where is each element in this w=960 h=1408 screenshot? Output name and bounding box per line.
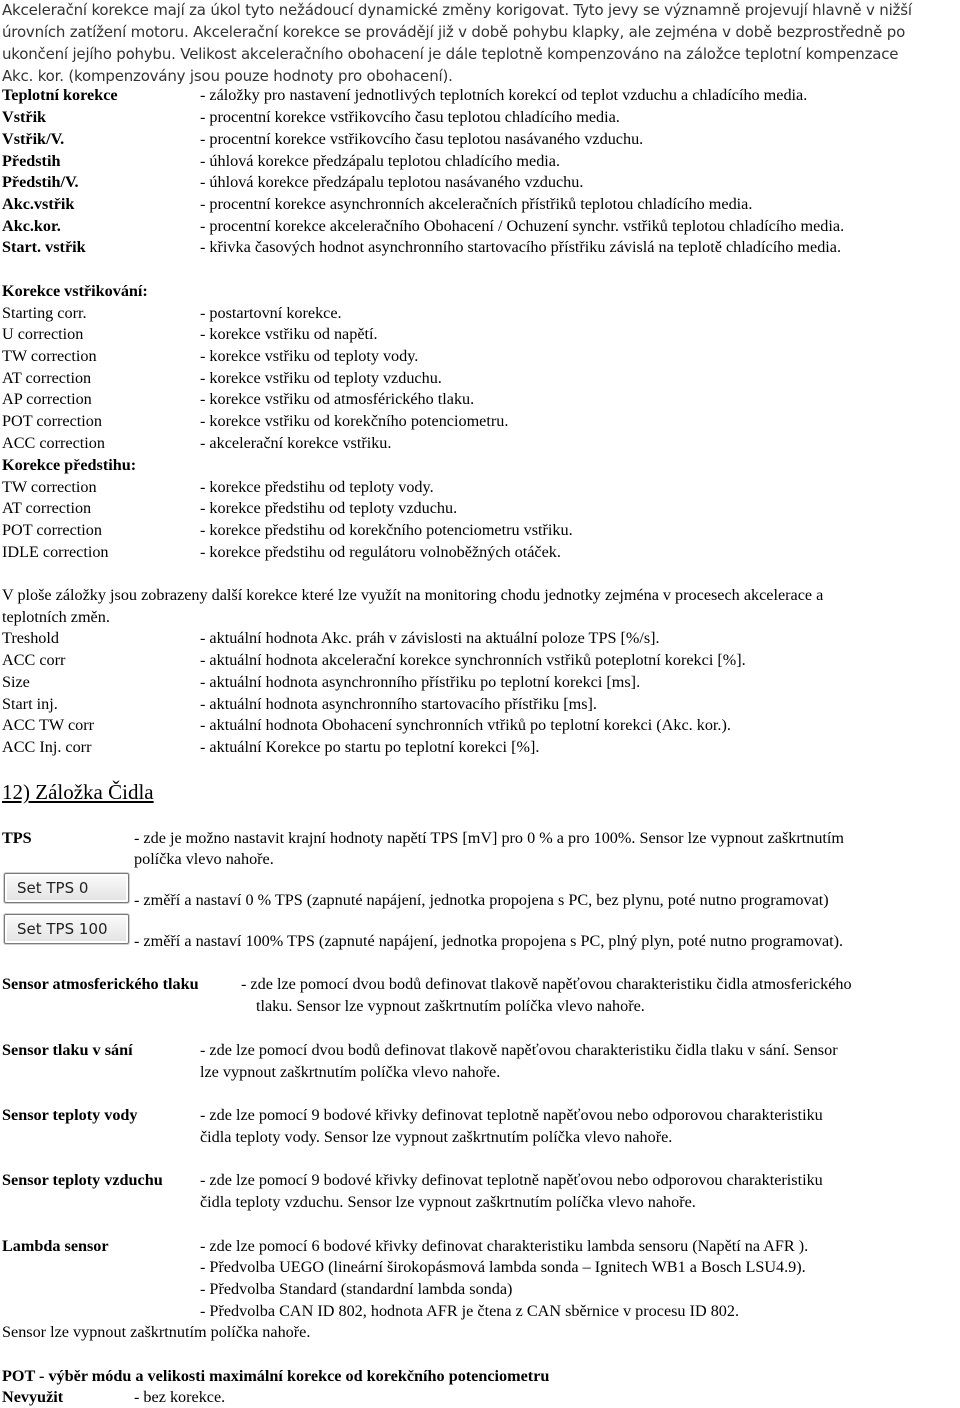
set-tps-100-desc: - změří a nastaví 100% TPS (zapnuté napájení, jednotka propojena s PC, plný plyn, poté nutno programovat). [134,932,844,950]
temp-tab-label: Teplotní korekce [2,86,118,104]
temp-tab-desc: - křivka časových hodnot asynchronního startovacího přístřiku závislá na teplotě chladícího media. [200,238,842,256]
temp-tab-desc: - úhlová korekce předzápalu teplotou nasávaného vzduchu. [200,173,584,191]
intake-sensor-desc-line: - zde lze pomocí dvou bodů definovat tlakově napěťovou charakteristiku čidla tlaku v sání. Sensor [200,1041,838,1059]
injection-label: TW correction [2,347,97,365]
intro-line: úrovních zatížení motoru. Akcelerační korekce se provádějí již v době pohybu klapky, ale zejména v době bezprostředně po [2,23,906,41]
temp-tab-label: Předstih/V. [2,173,79,191]
intro-line: ukončení jejího pohybu. Velikost akceleračního obohacení je dále teplotně kompenzováno na záložce teplotní kompenzace [2,45,899,63]
tps-desc-line: políčka vlevo nahoře. [134,850,274,868]
monitor-desc: - aktuální hodnota akcelerační korekce synchronních vstřiků poteplotní korekci [%]. [200,651,746,669]
monitor-label: ACC Inj. corr [2,738,92,756]
monitor-label: Start inj. [2,695,58,713]
set-tps-0-desc: - změří a nastaví 0 % TPS (zapnuté napájení, jednotka propojena s PC, bez plynu, poté nutno programovat) [134,891,829,909]
intake-sensor-label: Sensor tlaku v sání [2,1041,133,1059]
temp-tab-desc: - procentní korekce akceleračního Obohacení / Ochuzení synchr. vstřiků teplotou chladícího media. [200,217,845,235]
injection-label: POT correction [2,412,102,430]
water-sensor-desc-line: čidla teploty vody. Sensor lze vypnout zaškrtnutím políčka vlevo nahoře. [200,1128,673,1146]
atmo-sensor-label: Sensor atmosferického tlaku [2,975,199,993]
temp-tab-desc: - záložky pro nastavení jednotlivých teplotních korekcí od teplot vzduchu a chladícího media. [200,86,808,104]
temp-tab-label: Akc.vstřik [2,195,75,213]
pot-desc: - bez korekce. [134,1388,226,1406]
ignition-desc: - korekce předstihu od teploty vzduchu. [200,499,458,517]
injection-desc: - korekce vstřiku od atmosférického tlaku. [200,390,475,408]
injection-desc: - korekce vstřiku od korekčního potenciometru. [200,412,509,430]
section-heading: 12) Záložka Čidla [2,780,154,804]
temp-tab-label: Vstřik/V. [2,130,65,148]
air-sensor-desc-line: - zde lze pomocí 9 bodové křivky definovat teplotně napěťovou nebo odporovou charakteristiku [200,1171,823,1189]
intake-sensor-desc-line: lze vypnout zaškrtnutím políčka vlevo nahoře. [200,1063,501,1081]
injection-desc: - korekce vstřiku od napětí. [200,325,378,343]
injection-desc: - akcelerační korekce vstřiku. [200,434,392,452]
air-sensor-desc-line: čidla teploty vzduchu. Sensor lze vypnout zaškrtnutím políčka vlevo nahoře. [200,1193,696,1211]
monitor-para-line: teplotních změn. [2,608,110,626]
tps-desc-line: - zde je možno nastavit krajní hodnoty napětí TPS [mV] pro 0 % a pro 100%. Sensor lze vypnout zaškrtnutím [134,829,845,847]
injection-desc: - korekce vstřiku od teploty vzduchu. [200,369,442,387]
monitor-desc: - aktuální hodnota asynchronního startovacího přístřiku [ms]. [200,695,597,713]
monitor-label: Size [2,673,30,691]
injection-label: ACC correction [2,434,105,452]
temp-tab-label: Akc.kor. [2,217,61,235]
temp-tab-desc: - úhlová korekce předzápalu teplotou chladícího media. [200,152,561,170]
temp-tab-desc: - procentní korekce asynchronních akceleračních přístřiků teplotou chladícího media. [200,195,753,213]
temp-tab-desc: - procentní korekce vstřikovcího času teplotou nasávaného vzduchu. [200,130,644,148]
intro-line: Akcelerační korekce mají za úkol tyto nežádoucí dynamické změny korigovat. Tyto jevy se významně projevují hlavně v nižší [2,1,912,19]
atmo-sensor-desc-line: tlaku. Sensor lze vypnout zaškrtnutím políčka vlevo nahoře. [256,997,645,1015]
temp-tab-label: Start. vstřik [2,238,86,256]
atmo-sensor-desc-line: - zde lze pomocí dvou bodů definovat tlakově napěťovou charakteristiku čidla atmosferického [241,975,852,993]
injection-heading: Korekce vstřikování: [2,282,148,300]
monitor-para-line: V ploše záložky jsou zobrazeny další korekce které lze využít na monitoring chodu jednotky zejména v procesech akcelerace a [2,586,824,604]
injection-label: Starting corr. [2,304,87,322]
monitor-label: Treshold [2,629,59,647]
injection-label: U correction [2,325,84,343]
set-tps-0-button[interactable]: Set TPS 0 [4,873,129,903]
air-sensor-label: Sensor teploty vzduchu [2,1171,163,1189]
ignition-desc: - korekce předstihu od teploty vody. [200,478,434,496]
lambda-desc-line: - Předvolba CAN ID 802, hodnota AFR je čtena z CAN sběrnice v procesu ID 802. [200,1302,740,1320]
lambda-desc-line: - Předvolba UEGO (lineární širokopásmová lambda sonda – Ignitech WB1 a Bosch LSU4.9). [200,1258,806,1276]
set-tps-100-button[interactable]: Set TPS 100 [4,914,129,944]
lambda-footer: Sensor lze vypnout zaškrtnutím políčka nahoře. [2,1323,311,1341]
monitor-label: ACC TW corr [2,716,95,734]
ignition-label: IDLE correction [2,543,109,561]
monitor-desc: - aktuální Korekce po startu po teplotní korekci [%]. [200,738,540,756]
water-sensor-label: Sensor teploty vody [2,1106,138,1124]
temp-tab-label: Vstřik [2,108,47,126]
lambda-desc-line: - zde lze pomocí 6 bodové křivky definovat charakteristiku lambda sensoru (Napětí na AFR ). [200,1237,809,1255]
ignition-label: POT correction [2,521,102,539]
pot-heading: POT - výběr módu a velikosti maximální korekce od korekčního potenciometru [2,1367,550,1385]
water-sensor-desc-line: - zde lze pomocí 9 bodové křivky definovat teplotně napěťovou nebo odporovou charakteristiku [200,1106,823,1124]
temp-tab-label: Předstih [2,152,61,170]
ignition-desc: - korekce předstihu od korekčního potenciometru vstřiku. [200,521,573,539]
ignition-label: TW correction [2,478,97,496]
monitor-desc: - aktuální hodnota Obohacení synchronních vtřiků po teplotní korekci (Akc. kor.). [200,716,731,734]
monitor-label: ACC corr [2,651,66,669]
ignition-label: AT correction [2,499,92,517]
ignition-desc: - korekce předstihu od regulátoru volnoběžných otáček. [200,543,561,561]
injection-label: AT correction [2,369,92,387]
tps-label: TPS [2,829,32,847]
temp-tab-desc: - procentní korekce vstřikovcího času teplotou chladícího media. [200,108,620,126]
ignition-heading: Korekce předstihu: [2,456,137,474]
lambda-desc-line: - Předvolba Standard (standardní lambda sonda) [200,1280,513,1298]
lambda-sensor-label: Lambda sensor [2,1237,109,1255]
pot-label: Nevyužit [2,1388,64,1406]
injection-desc: - korekce vstřiku od teploty vody. [200,347,419,365]
injection-desc: - postartovní korekce. [200,304,342,322]
monitor-desc: - aktuální hodnota Akc. práh v závislosti na aktuální poloze TPS [%/s]. [200,629,660,647]
intro-line: Akc. kor. (kompenzovány jsou pouze hodnoty pro obohacení). [2,67,453,85]
monitor-desc: - aktuální hodnota asynchronního přístřiku po teplotní korekci [ms]. [200,673,641,691]
injection-label: AP correction [2,390,92,408]
